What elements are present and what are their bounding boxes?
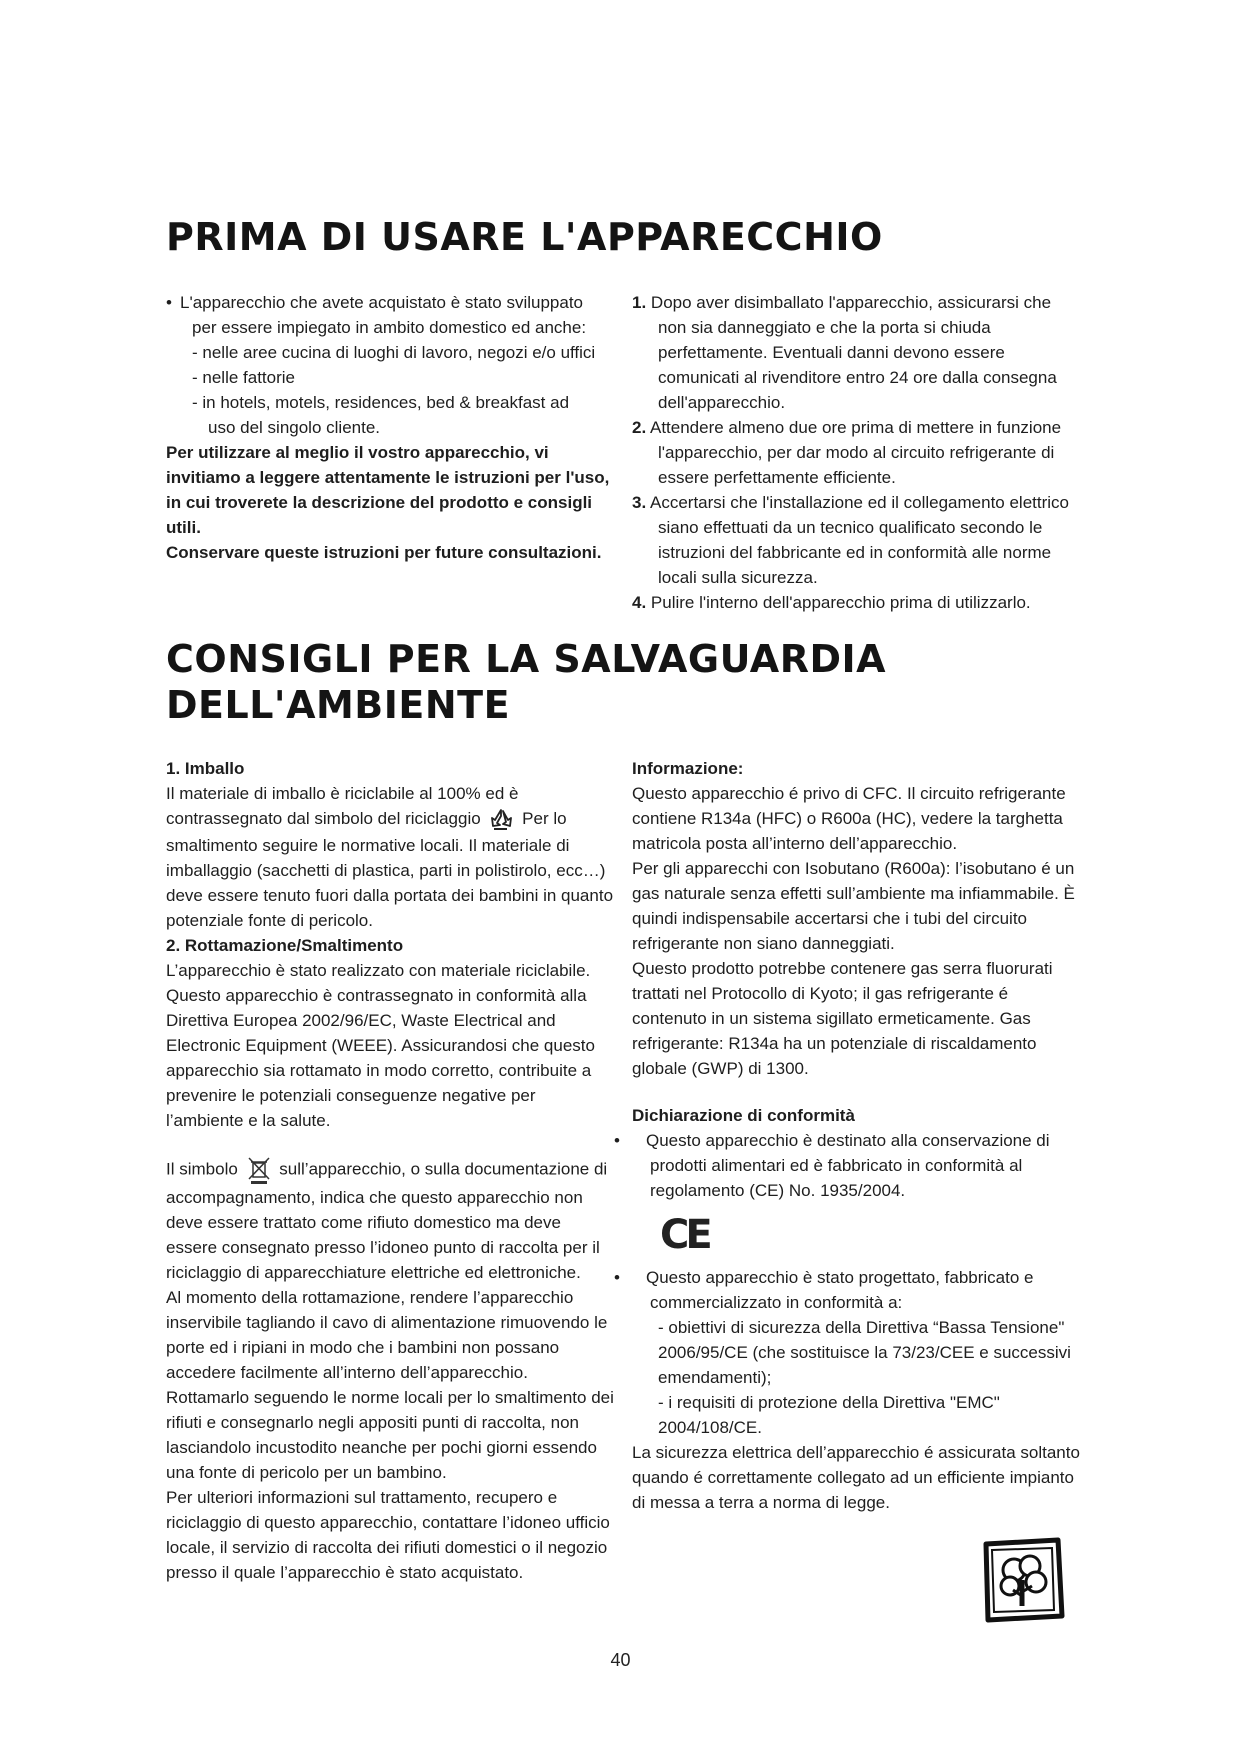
rottamazione-text: L’apparecchio è stato realizzato con materiale riciclabile. Questo apparecchio è contrassegnato in conformità alla Direttiva Europea 2002/96/EC, Waste Electrical and Electronic Equipment (WEEE). Assicurandosi che questo apparecchio sia rottamato in modo corretto, contribuite a prevenire le potenziali conseguenze negative per l’ambiente e la salute. <box>166 960 595 1130</box>
info-text: Per gli apparecchi con Isobutano (R600a): l’isobutano é un gas naturale senza effetti sull’ambiente ma infiammabile. È quindi indispensabile accertarsi che i tubi del circuito refrigerante non siano danneggiati. <box>632 859 1075 953</box>
prima-left-column <box>166 290 626 565</box>
rottamarlo-text: Rottamarlo seguendo le norme locali per lo smaltimento dei rifiuti e consegnarlo negli appositi punti di raccolta, non lasciandolo incustodito neanche per pochi giorni essendo una fonte di pericolo per un bambino. <box>166 1387 614 1482</box>
step-item: 4. Pulire l'interno dell'apparecchio prima di utilizzarlo. <box>632 593 1031 612</box>
consigli-left-column <box>166 756 616 1585</box>
spacer <box>166 1133 616 1155</box>
usage-item: - nelle aree cucina di luoghi di lavoro, negozi e/o uffici <box>192 343 596 362</box>
tree-icon <box>980 1536 1066 1624</box>
bullet-dot: • <box>614 1131 620 1150</box>
step-item: 3. Accertarsi che l'installazione ed il collegamento elettrico siano effettuati da un tecnico qualificato secondo le istruzioni del fabbricante ed in conformità alle norme locali sulla sicurezza. <box>632 493 1069 587</box>
intro-line-2: per essere impiegato in ambito domestico ed anche: <box>192 318 587 337</box>
info-title: Informazione: <box>632 759 744 778</box>
ce-mark-icon: CE <box>660 1212 709 1258</box>
spacer <box>632 1081 1082 1103</box>
info-text: Questo apparecchio é privo di CFC. Il circuito refrigerante contiene R134a (HFC) o R600a (HC), vedere la targhetta matricola posta all’interno dell’apparecchio. <box>632 784 1066 853</box>
conformita-title: Dichiarazione di conformità <box>632 1106 855 1125</box>
intro-line-1: • L'apparecchio che avete acquistato è stato sviluppato <box>166 290 626 315</box>
consigli-right-column <box>614 756 1082 1515</box>
ulteriori-text: Per ulteriori informazioni sul trattamento, recupero e riciclaggio di questo apparecchio, contattare l’idoneo ufficio locale, il servizio di raccolta dei rifiuti domestici o il negozio presso il quale l’apparecchio è stato acquistato. <box>166 1487 610 1582</box>
conformita-bullet: • Questo apparecchio è stato progettato, fabbricato e commercializzato in conformità a: <box>632 1265 1082 1315</box>
step-item: 2. Attendere almeno due ore prima di mettere in funzione l'apparecchio, per dar modo al circuito refrigerante di essere perfettamente efficiente. <box>632 418 1062 487</box>
crossed-bin-icon <box>245 1155 273 1185</box>
step-item: 1. Dopo aver disimballato l'apparecchio, assicurarsi che non sia danneggiato e che la porta si chiuda perfettamente. Eventuali danni devono essere comunicati al rivenditore entro 24 ore dalla consegna dell'apparecchio. <box>632 293 1057 412</box>
conformita-bullet: • Questo apparecchio è destinato alla conservazione di prodotti alimentari ed è fabbricato in conformità al regolamento (CE) No. 1935/2004. <box>632 1128 1082 1203</box>
read-instructions-note: Per utilizzare al meglio il vostro apparecchio, vi invitiamo a leggere attentamente le istruzioni per l'uso, in cui troverete la descrizione del prodotto e consigli utili. <box>166 443 610 537</box>
prima-right-column <box>632 290 1072 615</box>
directive-item: - obiettivi di sicurezza della Direttiva “Bassa Tensione" 2006/95/CE (che sostituisce la 73/23/CEE e successivi emendamenti); <box>658 1318 1071 1387</box>
momento-text: Al momento della rottamazione, rendere l’apparecchio inservibile tagliando il cavo di alimentazione rimuovendo le porte ed i ripiani in modo che i bambini non possano accedere facilmente all’interno dell’apparecchio. <box>166 1287 608 1382</box>
usage-item: - nelle fattorie <box>192 368 295 387</box>
imballo-text: Il materiale di imballo è riciclabile al 100% ed è contrassegnato dal simbolo del riciclaggio Per lo smaltimento seguire le normative locali. Il materiale di imballaggio (sacchetti di plastica, parti in polistirolo, ecc…) deve essere tenuto fuori dalla portata dei bambini in quanto potenziale fonte di pericolo. <box>166 784 614 930</box>
directive-item: - i requisiti di protezione della Direttiva "EMC" 2004/108/CE. <box>658 1393 1000 1437</box>
usage-item-continued: uso del singolo cliente. <box>208 418 381 437</box>
imballo-title: 1. Imballo <box>166 759 245 778</box>
simbolo-text: Il simbolo sull’apparecchio, o sulla documentazione di accompagnamento, indica che questo apparecchio non deve essere trattato come rifiuto domestico ma deve essere consegnato presso l’idoneo punto di raccolta per il riciclaggio di apparecchiature elettriche ed elettroniche. <box>166 1155 616 1285</box>
sicurezza-text: La sicurezza elettrica dell’apparecchio é assicurata soltanto quando é correttamente collegato ad un efficiente impianto di messa a terra a norma di legge. <box>632 1443 1080 1512</box>
keep-instructions-note: Conservare queste istruzioni per future consultazioni. <box>166 543 602 562</box>
section-heading-prima: PRIMA DI USARE L'APPARECCHIO <box>166 215 883 259</box>
usage-item: - in hotels, motels, residences, bed & breakfast ad <box>192 393 570 412</box>
section-heading-consigli: CONSIGLI PER LA SALVAGUARDIA DELL'AMBIENTE <box>166 637 887 727</box>
bullet-dot: • <box>166 293 172 312</box>
recycle-icon <box>487 807 515 833</box>
info-text: Questo prodotto potrebbe contenere gas serra fluorurati trattati nel Protocollo di Kyoto; il gas refrigerante é contenuto in un sistema sigillato ermeticamente. Gas refrigerante: R134a ha un potenziale di riscaldamento globale (GWP) di 1300. <box>632 959 1053 1078</box>
bullet-dot: • <box>614 1268 620 1287</box>
rottamazione-title: 2. Rottamazione/Smaltimento <box>166 935 404 955</box>
page-number: 40 <box>610 1650 631 1670</box>
